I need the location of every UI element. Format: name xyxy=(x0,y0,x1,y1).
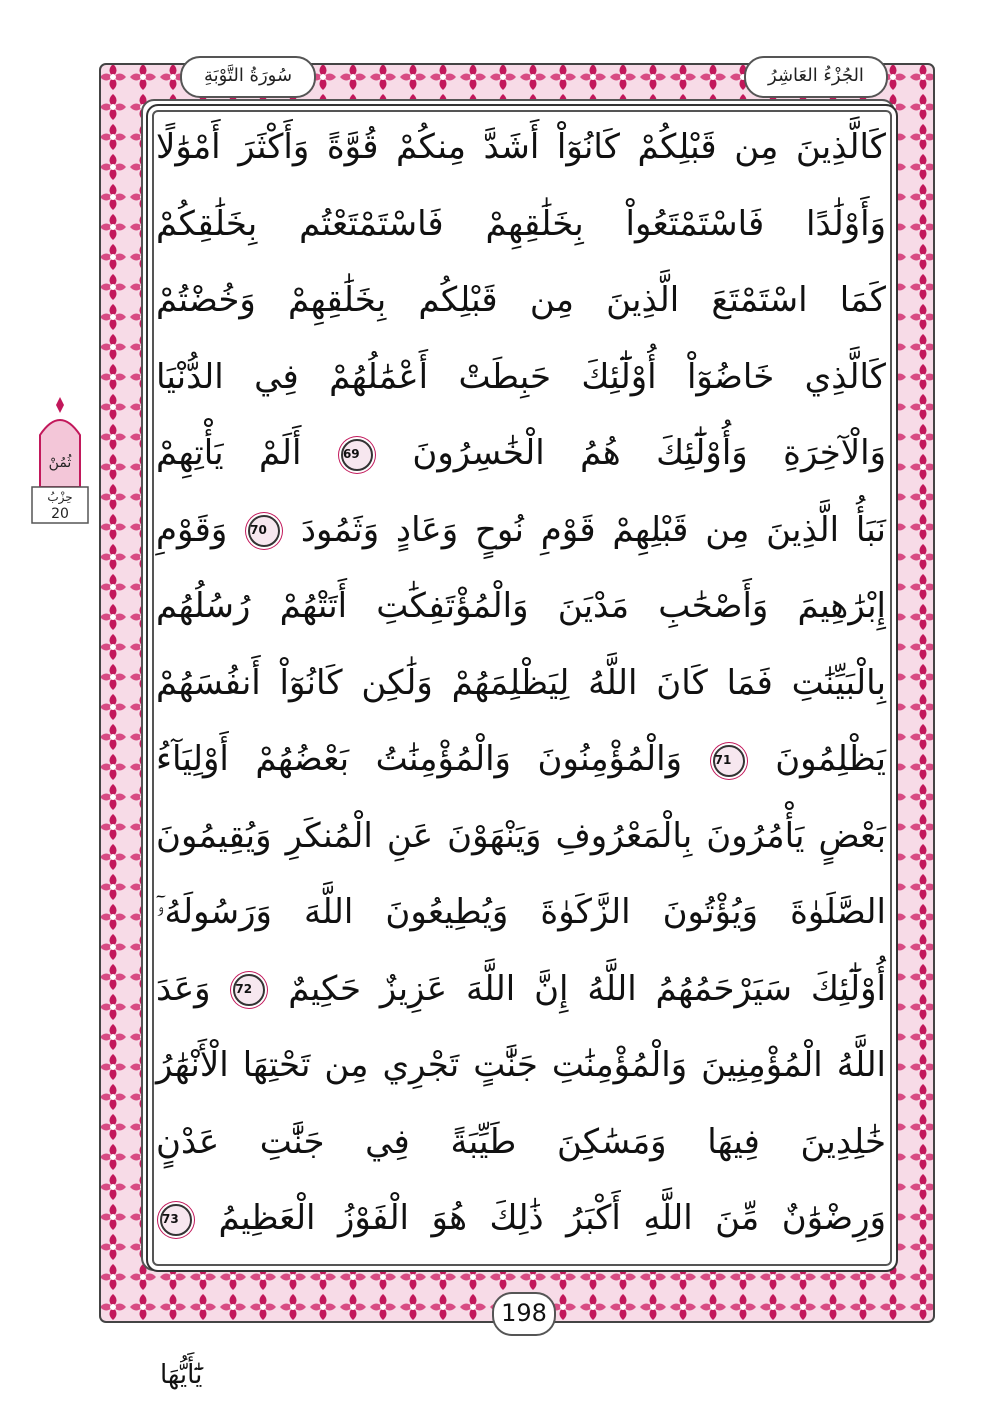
verse-text: وَأَوْلَٰدًا فَاسْتَمْتَعُواْ بِخَلَٰقِهِمْ فَاسْتَمْتَعْتُم بِخَلَٰقِكُمْ xyxy=(156,203,886,244)
verse-line xyxy=(156,648,886,718)
verse-text: كَمَا اسْتَمْتَعَ الَّذِينَ مِن قَبْلِكُم بِخَلَٰقِهِمْ وَخُضْتُمْ xyxy=(156,280,886,320)
ayah-number-marker: 72 xyxy=(233,974,265,1006)
verse-lines xyxy=(156,112,886,1262)
verse-line xyxy=(156,1030,886,1100)
verse-line xyxy=(156,954,886,1024)
verse-line xyxy=(156,265,886,335)
verse-line xyxy=(156,418,886,488)
hizb-label: حِزْبُ xyxy=(47,490,73,504)
verse-line xyxy=(156,724,886,794)
verse-text: وَرِضْوَٰنٌ مِّنَ اللَّهِ أَكْبَرُ ذَٰلِكَ هُوَ الْفَوْزُ الْعَظِيمُ xyxy=(218,1198,886,1238)
ayah-number-marker: 69 xyxy=(341,439,373,471)
verse-text: خَٰلِدِينَ فِيهَا وَمَسَٰكِنَ طَيِّبَةً فِي جَنَّٰتِ عَدْنٍ xyxy=(156,1121,886,1162)
verse-text: أُوْلَٰٓئِكَ سَيَرْحَمُهُمُ اللَّهُ إِنَّ اللَّهَ عَزِيزٌ حَكِيمٌ xyxy=(288,968,886,1009)
ayah-number-marker: 71 xyxy=(713,745,745,777)
verse-text: إِبْرَٰهِيمَ وَأَصْحَٰبِ مَدْيَنَ وَالْمُؤْتَفِكَٰتِ أَتَتْهُمْ رُسُلُهُم xyxy=(156,586,886,626)
verse-line xyxy=(156,571,886,641)
page-number: 198 xyxy=(492,1292,556,1336)
verse-text: وَالْآخِرَةِ وَأُوْلَٰٓئِكَ هُمُ الْخَٰسِرُونَ xyxy=(412,433,886,473)
verse-text: نَبَأُ الَّذِينَ مِن قَبْلِهِمْ قَوْمِ نُوحٍ وَعَادٍ وَثَمُودَ xyxy=(300,509,886,550)
ayah-number-marker: 70 xyxy=(248,515,280,547)
hizb-number: 20 xyxy=(51,506,69,522)
verse-text: بَعْضٍ يَأْمُرُونَ بِالْمَعْرُوفِ وَيَنْهَوْنَ عَنِ الْمُنكَرِ وَيُقِيمُونَ xyxy=(156,815,886,856)
verse-text: أَلَمْ يَأْتِهِمْ xyxy=(156,433,302,473)
verse-text: وَعَدَ xyxy=(156,968,211,1009)
verse-text: كَالَّذِينَ مِن قَبْلِكُمْ كَانُوٓاْ أَشَدَّ مِنكُمْ قُوَّةً وَأَكْثَرَ أَمْوَٰلًا xyxy=(156,127,886,167)
surah-label: سُورَةُ التَّوْبَةِ xyxy=(180,56,316,98)
verse-line xyxy=(156,1183,886,1253)
verse-line xyxy=(156,112,886,182)
verse-text: اللَّهُ الْمُؤْمِنِينَ وَالْمُؤْمِنَٰتِ جَنَّٰتٍ تَجْرِي مِن تَحْتِهَا الْأَنْهَٰرُ xyxy=(156,1045,886,1085)
verse-line xyxy=(156,801,886,871)
verse-line xyxy=(156,1107,886,1177)
verse-line xyxy=(156,189,886,259)
verse-text: كَالَّذِي خَاضُوٓاْ أُوْلَٰٓئِكَ حَبِطَتْ أَعْمَٰلُهُمْ فِي الدُّنْيَا xyxy=(156,356,886,397)
verse-text: الصَّلَوٰةَ وَيُؤْتُونَ الزَّكَوٰةَ وَيُطِيعُونَ اللَّهَ وَرَسُولَهُۥٓ xyxy=(156,892,886,932)
verse-line xyxy=(156,877,886,947)
verse-line xyxy=(156,495,886,565)
ayah-number-marker: 73 xyxy=(160,1204,192,1236)
catchword: يَٰٓأَيُّهَا xyxy=(160,1360,203,1390)
verse-line xyxy=(156,342,886,412)
verse-text: بِالْبَيِّنَٰتِ فَمَا كَانَ اللَّهُ لِيَظْلِمَهُمْ وَلَٰكِن كَانُوٓاْ أَنفُسَهُمْ xyxy=(156,662,886,703)
verse-text: وَقَوْمِ xyxy=(156,509,228,550)
verse-text: يَظْلِمُونَ xyxy=(775,739,886,779)
verse-text: وَالْمُؤْمِنُونَ وَالْمُؤْمِنَٰتُ بَعْضُهُمْ أَوْلِيَآءُ xyxy=(156,739,682,779)
hizb-quarter-label: ثُمُنْ xyxy=(48,455,72,471)
juz-label: الجُزْءُ العَاشِرُ xyxy=(744,56,888,98)
